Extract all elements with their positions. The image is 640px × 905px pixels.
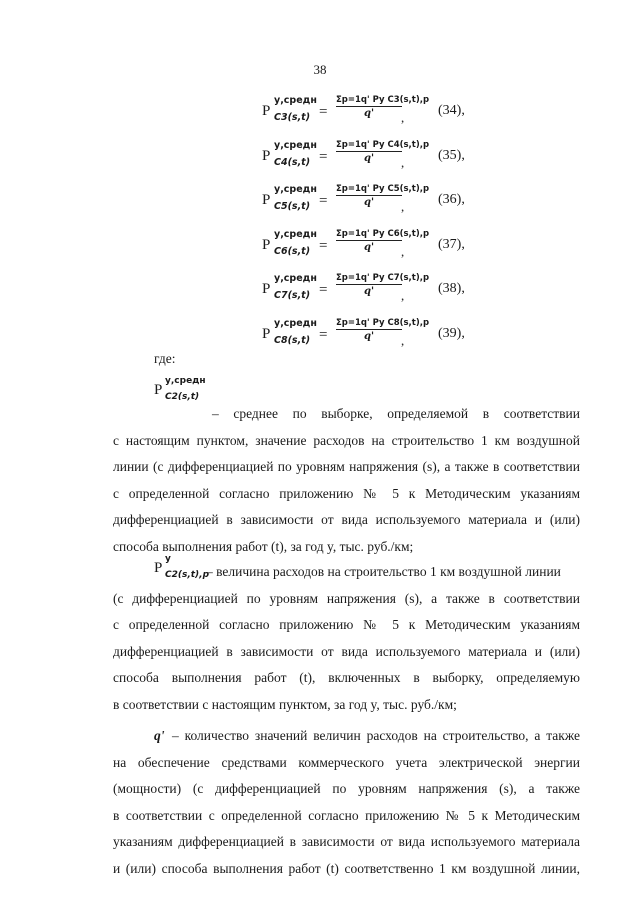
- equation-number: (38),: [438, 281, 465, 296]
- equation-lhs: P у,средн C4(s,t): [262, 140, 317, 168]
- equation-number: (36),: [438, 192, 465, 207]
- equation-38: P у,средн C7(s,t) = Σp=1q' Py C7(s,t),p q' , (38),: [262, 273, 465, 303]
- equation-36: P у,средн C5(s,t) = Σp=1q' Py C5(s,t),p q' , (36),: [262, 184, 465, 214]
- equation-39: P у,средн C8(s,t) = Σp=1q' Py C8(s,t),p q' , (39),: [262, 318, 465, 348]
- def3-line-4: в соответствии с определенной согласно приложению № 5 к Методическим: [113, 808, 580, 823]
- def1-symbol: P у,средн C2(s,t): [154, 376, 206, 402]
- def3-line-1: – количество значений величин расходов на строительство, а также: [172, 728, 580, 743]
- equation-fraction: Σp=1q' Py C6(s,t),p q': [336, 229, 430, 253]
- equation-number: (39),: [438, 326, 465, 341]
- def3-line-5: указаниям дифференциацией в зависимости от вида используемого материала: [113, 834, 580, 849]
- def3-symbol: q': [154, 728, 165, 743]
- equation-fraction: Σp=1q' Py C3(s,t),p q': [336, 95, 430, 119]
- equation-fraction: Σp=1q' Py C5(s,t),p q': [336, 184, 430, 208]
- def2-line-2: (с дифференциацией по уровням напряжения (s), а также в соответствии: [113, 591, 580, 606]
- def2-line-3: с определенной согласно приложению № 5 к Методическим указаниям: [113, 617, 580, 632]
- def2-line-4: дифференциацией в зависимости от вида используемого материала и (или): [113, 644, 580, 659]
- equation-number: (37),: [438, 237, 465, 252]
- page-number: 38: [313, 62, 327, 77]
- equation-37: P у,средн C6(s,t) = Σp=1q' Py C6(s,t),p q' , (37),: [262, 229, 465, 259]
- def2-line-1: – величина расходов на строительство 1 км воздушной линии: [206, 564, 561, 579]
- def1-line-1: – среднее по выборке, определяемой в соответствии: [212, 406, 580, 421]
- equation-number: (34),: [438, 103, 465, 118]
- def1-line-3: линии (с дифференциацией по уровням напряжения (s), а также в соответствии: [113, 459, 580, 474]
- def1-line-6: способа выполнения работ (t), за год y, тыс. руб./км;: [113, 539, 414, 554]
- def3-line-6: и (или) способа выполнения работ (t) соответственно 1 км воздушной линии,: [113, 861, 580, 876]
- def2-line-5: способа выполнения работ (t), включенных в выборку, определяемую: [113, 670, 580, 685]
- def3-line-2: на обеспечение средствами коммерческого учета электрической энергии: [113, 755, 580, 770]
- equation-lhs: P у,средн C7(s,t): [262, 273, 317, 301]
- def1-line-2: с настоящим пунктом, значение расходов на строительство 1 км воздушной: [113, 433, 580, 448]
- where-label: где:: [154, 351, 176, 366]
- equation-lhs: P у,средн C3(s,t): [262, 95, 317, 123]
- equation-lhs: P у,средн C5(s,t): [262, 184, 317, 212]
- equation-lhs: P у,средн C6(s,t): [262, 229, 317, 257]
- equation-number: (35),: [438, 148, 465, 163]
- def1-line-4: с определенной согласно приложению № 5 к Методическим указаниям: [113, 486, 580, 501]
- equation-34: P у,средн C3(s,t) = Σp=1q' Py C3(s,t),p q' , (34),: [262, 95, 465, 125]
- equation-lhs: P у,средн C8(s,t): [262, 318, 317, 346]
- def3-line-3: (мощности) (с дифференциацией по уровням напряжения (s), а также: [113, 781, 580, 796]
- equation-fraction: Σp=1q' Py C8(s,t),p q': [336, 318, 430, 342]
- equation-fraction: Σp=1q' Py C7(s,t),p q': [336, 273, 430, 297]
- def2-line-6: в соответствии с настоящим пунктом, за год y, тыс. руб./км;: [113, 697, 457, 712]
- equation-35: P у,средн C4(s,t) = Σp=1q' Py C4(s,t),p q' , (35),: [262, 140, 465, 170]
- def2-symbol: P у C2(s,t),p: [154, 554, 210, 580]
- equation-fraction: Σp=1q' Py C4(s,t),p q': [336, 140, 430, 164]
- def1-line-5: дифференциацией в зависимости от вида используемого материала и (или): [113, 512, 580, 527]
